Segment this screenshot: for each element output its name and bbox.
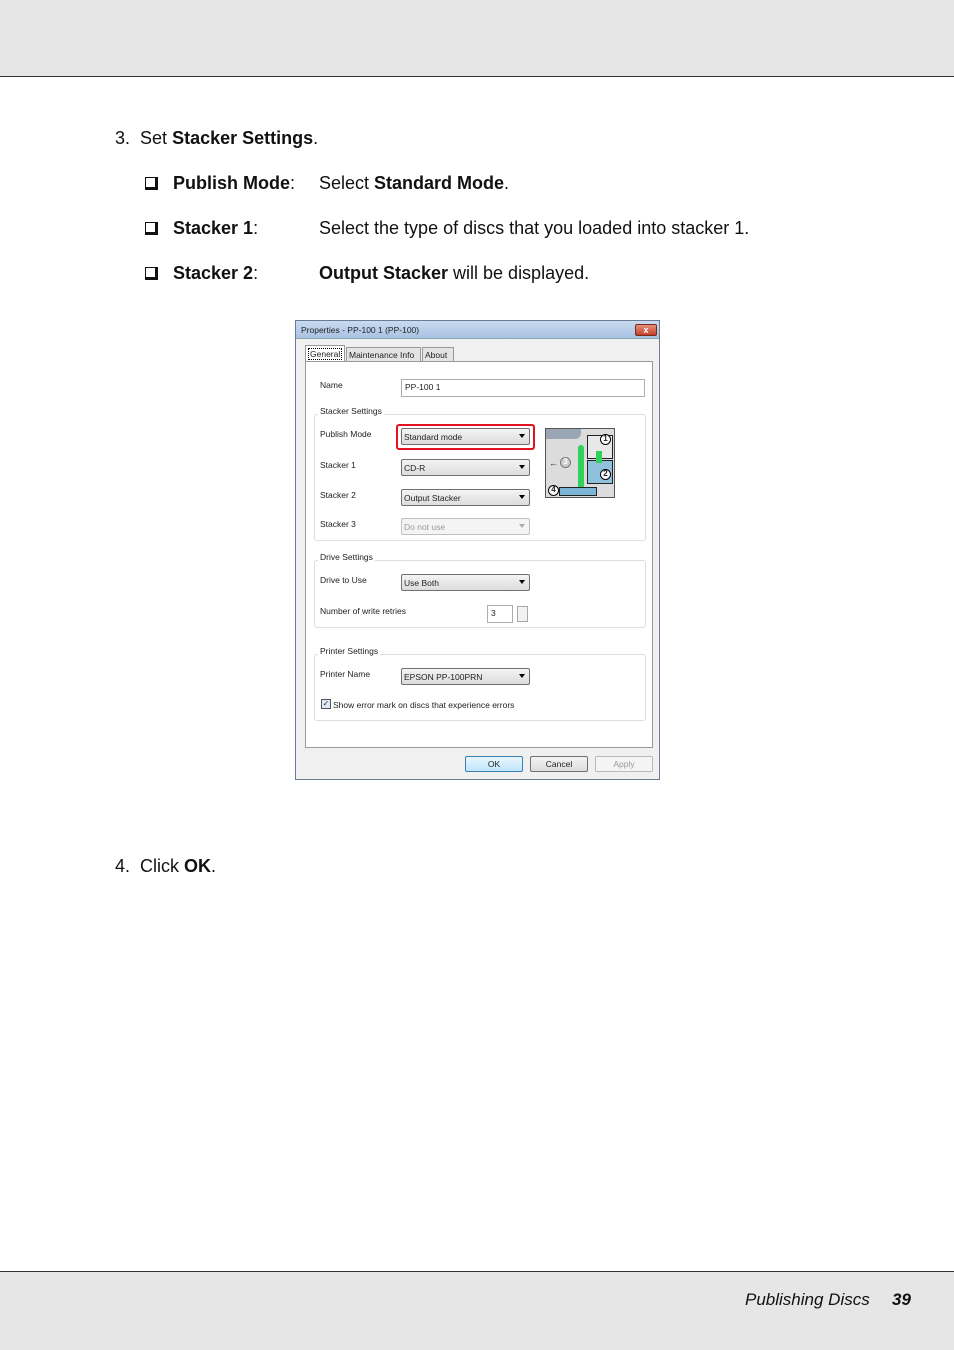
stacker-2-select[interactable]: Output Stacker xyxy=(401,489,530,506)
printer-name-label: Printer Name xyxy=(320,669,371,679)
stacker-1-label: Stacker 1 xyxy=(320,460,356,470)
properties-dialog xyxy=(295,320,660,780)
page-number: 39 xyxy=(892,1290,911,1309)
stacker-1-select[interactable]: CD-R xyxy=(401,459,530,476)
chevron-down-icon xyxy=(519,495,525,499)
footer-section-title: Publishing Discs xyxy=(745,1290,870,1309)
ok-button[interactable]: OK xyxy=(465,756,523,772)
drive-settings-legend: Drive Settings xyxy=(320,552,373,562)
printer-settings-legend: Printer Settings xyxy=(320,646,379,656)
write-retries-label: Number of write retries xyxy=(320,606,406,616)
tab-maintenance-info[interactable]: Maintenance Info xyxy=(346,347,421,361)
error-mark-checkbox[interactable]: ✓ xyxy=(322,699,330,708)
step-4: 4. Click OK. xyxy=(115,856,217,876)
error-mark-label: Show error mark on discs that experience errors xyxy=(333,700,515,710)
bullet-stacker-2-text: Output Stacker will be displayed. xyxy=(319,263,590,283)
name-label: Name xyxy=(320,380,343,390)
stacker-2-label: Stacker 2 xyxy=(320,490,356,500)
publish-mode-select[interactable]: Standard mode xyxy=(401,428,530,445)
apply-button[interactable]: Apply xyxy=(595,756,653,772)
tab-general[interactable]: General xyxy=(305,345,345,361)
name-input[interactable]: PP-100 1 xyxy=(401,379,645,397)
title-bar xyxy=(296,321,659,339)
stacker-settings-legend: Stacker Settings xyxy=(320,406,382,416)
drive-to-use-select[interactable]: Use Both xyxy=(401,574,530,591)
footer-band xyxy=(0,1271,954,1350)
chevron-down-icon xyxy=(519,674,525,678)
step-3: 3. Set Stacker Settings. xyxy=(115,128,319,148)
bullet-icon xyxy=(145,267,158,280)
chevron-down-icon xyxy=(519,434,525,438)
bullet-publish-mode-text: Select Standard Mode. xyxy=(319,173,510,193)
chevron-down-icon xyxy=(519,465,525,469)
drive-settings-group xyxy=(314,560,646,628)
tab-about[interactable]: About xyxy=(422,347,454,361)
header-band xyxy=(0,0,954,77)
bullet-stacker-1-text: Select the type of discs that you loaded into stacker 1. xyxy=(319,218,750,238)
stacker-3-label: Stacker 3 xyxy=(320,519,356,529)
bullet-stacker-2: Stacker 2: xyxy=(173,263,259,283)
dialog-title: Properties - PP-100 1 (PP-100) xyxy=(301,325,420,335)
chevron-down-icon xyxy=(519,524,525,528)
publish-mode-label: Publish Mode xyxy=(320,429,372,439)
write-retries-input[interactable]: 3 xyxy=(487,605,513,623)
bullet-icon xyxy=(145,177,158,190)
stacker-3-select[interactable]: Do not use xyxy=(401,518,530,535)
bullet-icon xyxy=(145,222,158,235)
chevron-down-icon xyxy=(519,580,525,584)
cancel-button[interactable]: Cancel xyxy=(530,756,588,772)
close-icon[interactable]: x xyxy=(635,324,657,336)
bullet-stacker-1: Stacker 1: xyxy=(173,218,259,238)
drive-to-use-label: Drive to Use xyxy=(320,575,367,585)
stacker-diagram-image: 1 2 3 4 ← xyxy=(545,428,615,498)
write-retries-spinner[interactable] xyxy=(517,606,528,622)
printer-settings-group xyxy=(314,654,646,721)
printer-name-select[interactable]: EPSON PP-100PRN xyxy=(401,668,530,685)
bullet-publish-mode: Publish Mode: xyxy=(173,173,296,193)
